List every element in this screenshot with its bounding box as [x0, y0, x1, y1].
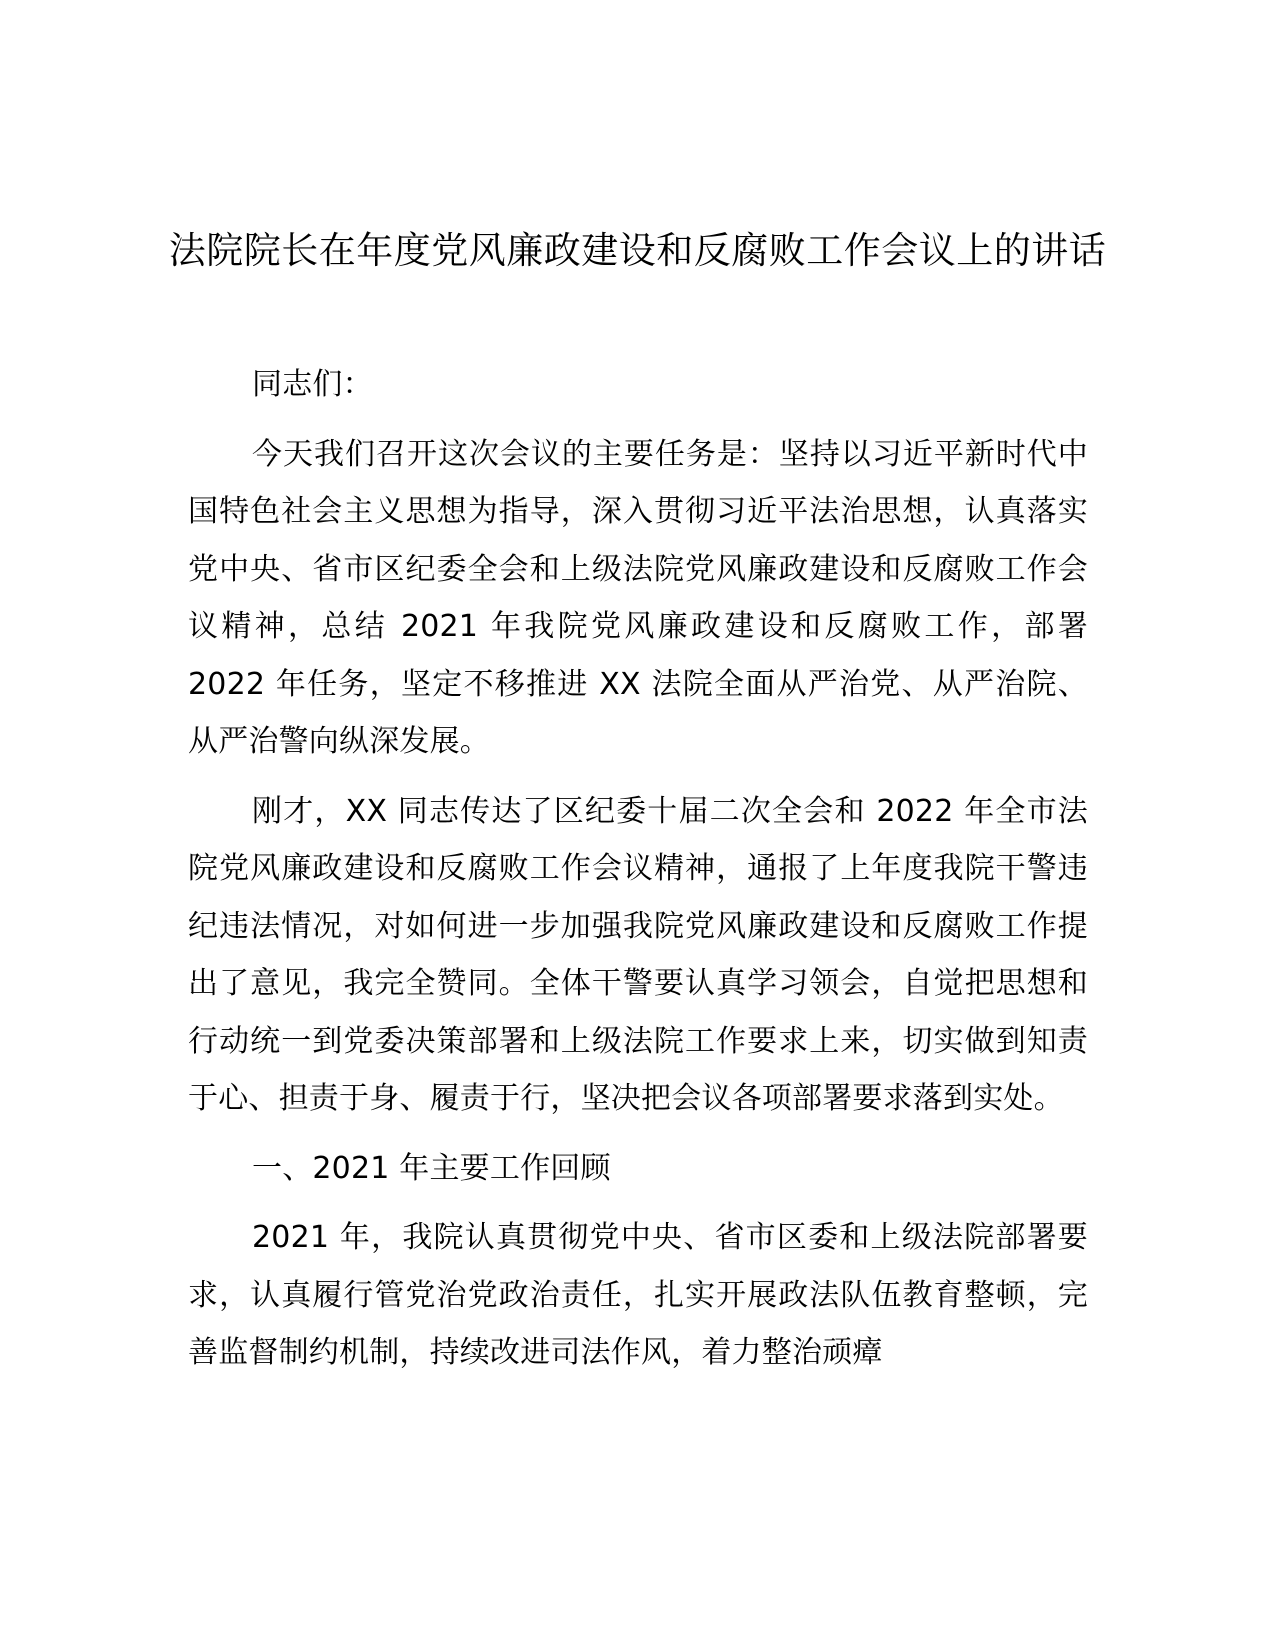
- salutation: 同志们：: [252, 367, 373, 402]
- paragraph-previous-speech: 刚才，XX 同志传达了区纪委十届二次全会和 2022 年全市法院党风廉政建设和反腐败工作会议精神，通报了上年度我院干警违纪违法情况，对如何进一步加强我院党风廉政建设和反腐败工作提出了意见，我完全赞同。全体干警要认真学习领会，自觉把思想和行动统一到党委决策部署和上级法院工作要求上来，切实做到知责于心、担责于身、履责于行，坚决把会议各项部署要求落到实处。: [188, 793, 1088, 1116]
- section-heading-review: 一、2021 年主要工作回顾: [252, 1150, 611, 1186]
- document-title: 法院院长在年度党风廉政建设和反腐败工作会议上的讲话: [168, 229, 1107, 272]
- paragraph-2021-review: 2021 年，我院认真贯彻党中央、省市区委和上级法院部署要求，认真履行管党治党政治责任，扎实开展政法队伍教育整顿，完善监督制约机制，持续改进司法作风，着力整治顽瘴: [188, 1220, 1088, 1370]
- document-body: [188, 356, 1088, 1382]
- paragraph-meeting-purpose: 今天我们召开这次会议的主要任务是：坚持以习近平新时代中国特色社会主义思想为指导，深入贯彻习近平法治思想，认真落实党中央、省市区纪委全会和上级法院党风廉政建设和反腐败工作会议精神，总结 2021 年我院党风廉政建设和反腐败工作，部署 2022 年任务，坚定不移推进 XX 法院全面从严治党、从严治院、从严治警向纵深发展。: [188, 436, 1088, 759]
